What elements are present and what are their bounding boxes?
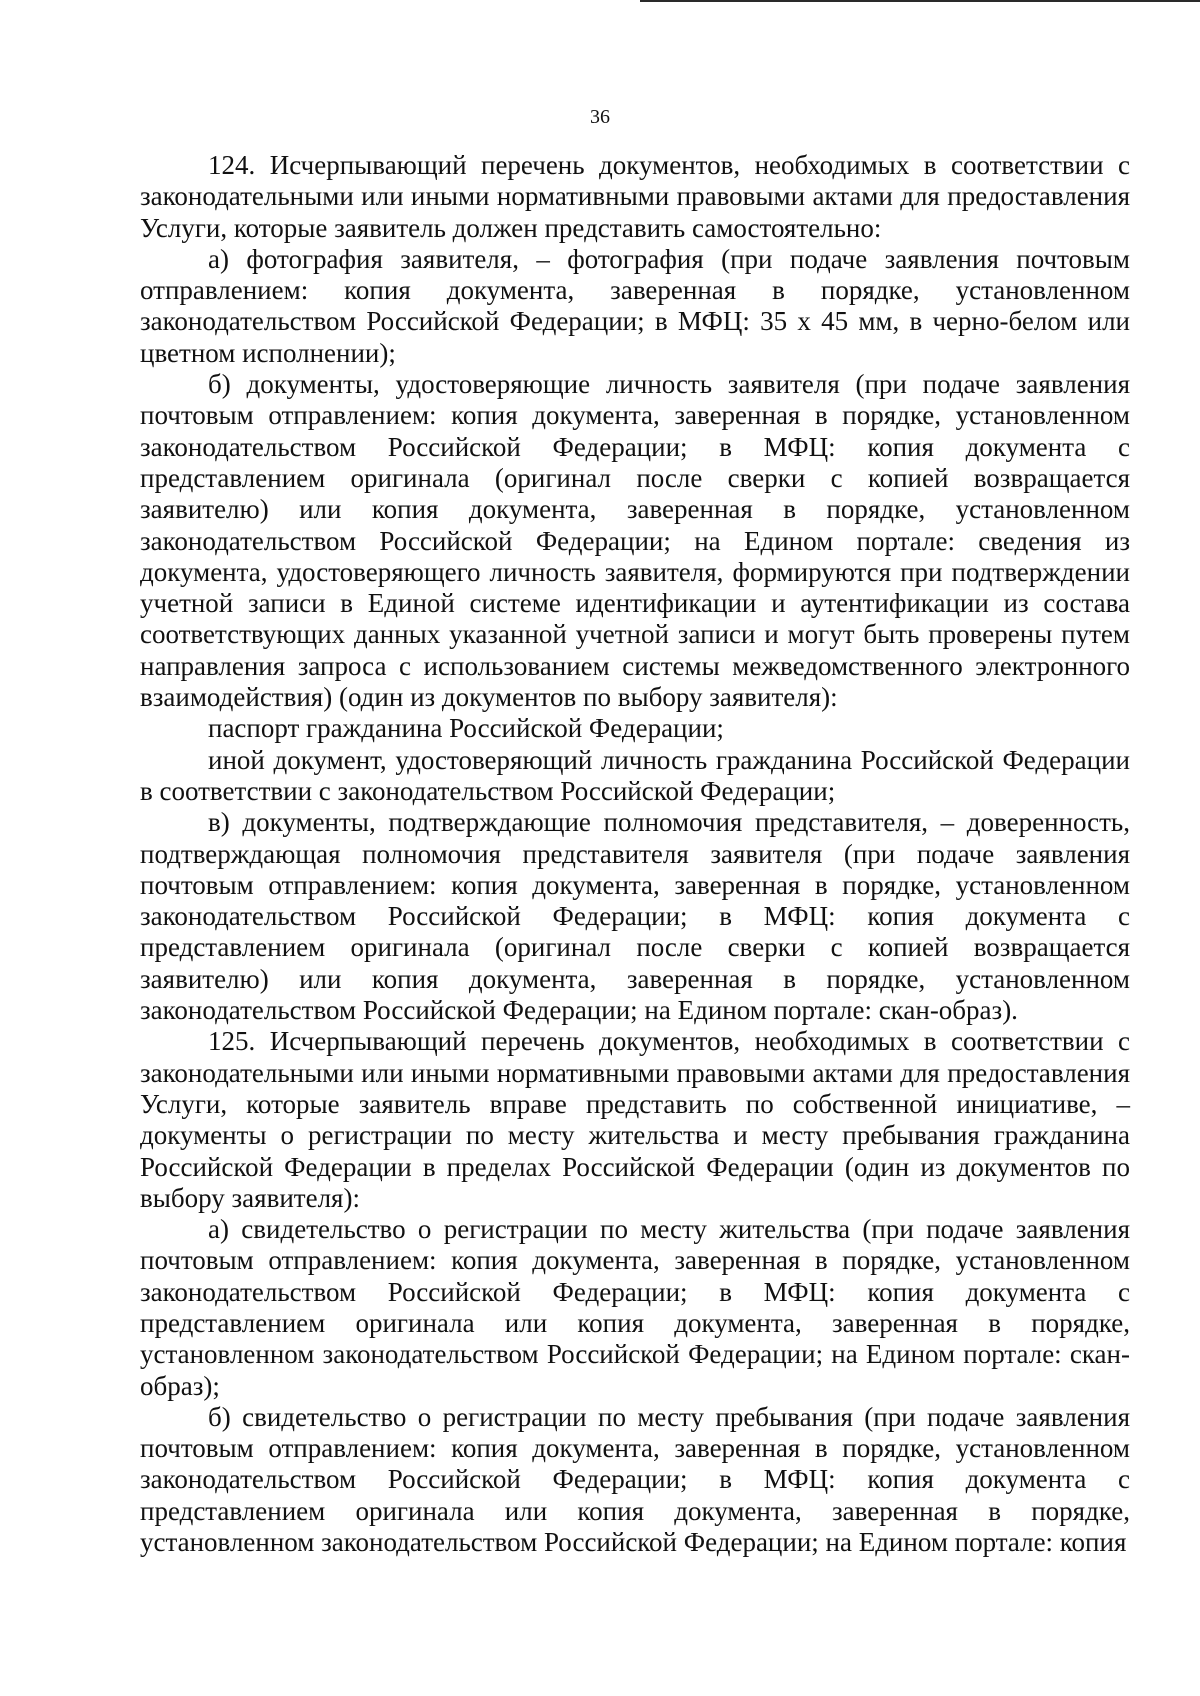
paragraph-125-intro: 125. Исчерпывающий перечень документов, необходимых в соответствии с законодательными или иными нормативными правовыми актами для предоставления Услуги, которые заявитель вправе представить по собственной инициативе, – документы о регистрации по месту жительства и месту пребывания гражданина Российской Федерации в пределах Российской Федерации (один из документов по выбору заявителя):	[140, 1026, 1130, 1213]
paragraph-124-c-representative-authority: в) документы, подтверждающие полномочия представителя, – доверенность, подтверждающая полномочия представителя заявителя (при подаче заявления почтовым отправлением: копия документа, заверенная в порядке, установленном законодательством Российской Федерации; в МФЦ: копия документа с представлением оригинала (оригинал после сверки с копией возвращается заявителю) или копия документа, заверенная в порядке, установленном законодательством Российской Федерации; на Едином портале: скан-образ).	[140, 807, 1130, 1026]
page-number: 36	[590, 106, 610, 128]
paragraph-125-b-stay-registration: б) свидетельство о регистрации по месту пребывания (при подаче заявления почтовым отправлением: копия документа, заверенная в порядке, установленном законодательством Российской Федерации; в МФЦ: копия документа с представлением оригинала или копия документа, заверенная в порядке, установленном законодательством Российской Федерации; на Едином портале: копия	[140, 1401, 1130, 1558]
paragraph-passport: паспорт гражданина Российской Федерации;	[208, 713, 724, 744]
paragraph-124-intro: 124. Исчерпывающий перечень документов, необходимых в соответствии с законодательными или иными нормативными правовыми актами для предоставления Услуги, которые заявитель должен представить самостоятельно:	[140, 150, 1130, 243]
document-body	[140, 150, 1130, 1558]
paragraph-125-a-residence-registration: а) свидетельство о регистрации по месту жительства (при подаче заявления почтовым отправлением: копия документа, заверенная в порядке, установленном законодательством Российской Федерации; в МФЦ: копия документа с представлением оригинала или копия документа, заверенная в порядке, установленном законодательством Российской Федерации; на Едином портале: скан-образ);	[140, 1214, 1130, 1401]
top-rule	[640, 0, 1200, 2]
paragraph-124-a-photo: а) фотография заявителя, – фотография (при подаче заявления почтовым отправлением: копия документа, заверенная в порядке, установленном законодательством Российской Федерации; в МФЦ: 35 х 45 мм, в черно-белом или цветном исполнении);	[140, 243, 1130, 368]
paragraph-other-identity-document: иной документ, удостоверяющий личность гражданина Российской Федерации в соответствии с законодательством Российской Федерации;	[140, 744, 1130, 806]
paragraph-124-b-identity-documents: б) документы, удостоверяющие личность заявителя (при подаче заявления почтовым отправлением: копия документа, заверенная в порядке, установленном законодательством Российской Федерации; в МФЦ: копия документа с представлением оригинала (оригинал после сверки с копией возвращается заявителю) или копия документа, заверенная в порядке, установленном законодательством Российской Федерации; на Едином портале: сведения из документа, удостоверяющего личность заявителя, формируются при подтверждении учетной записи в Единой системе идентификации и аутентификации из состава соответствующих данных указанной учетной записи и могут быть проверены путем направления запроса с использованием системы межведомственного электронного взаимодействия) (один из документов по выбору заявителя):	[140, 369, 1130, 713]
